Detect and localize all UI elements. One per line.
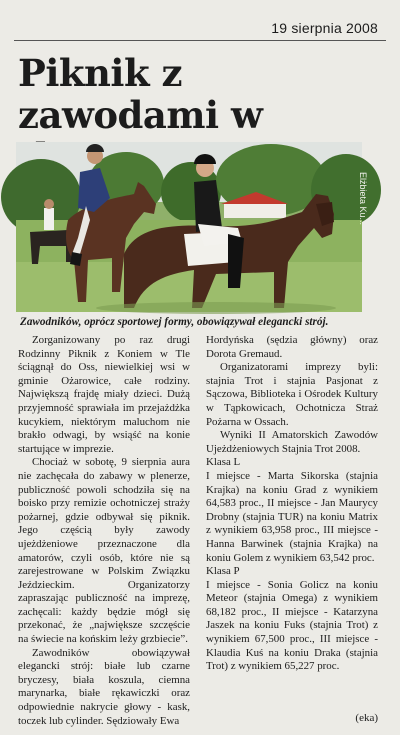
paragraph: Organizatorami imprezy byli: stajnia Trot i stajnia Pasjonat z Sączowa, Biblioteka i Ośrodek Kultury w Tąpkowicach, Ochotnicza Straż Pożarna w Ossach. [206, 361, 378, 428]
paragraph: Wyniki II Amatorskich Zawodów Ujeżdżeniowych Stajnia Trot 2008. [206, 429, 378, 455]
headline: Piknik z zawodami w [18, 51, 263, 137]
article-column-left [18, 334, 190, 728]
photo-caption: Zawodników, oprócz sportowej formy, obowiązywał elegancki strój. [20, 316, 329, 328]
photo-credit: Elżbieta Ku... [358, 172, 368, 226]
article-photo [16, 142, 368, 312]
paragraph: Chociaż w sobotę, 9 sierpnia aura nie zachęcała do zabawy w plenerze, publiczność powoli schodziła się na boisko przy remizie ochotniczej straży pożarnej, gdzie odbywał się piknik. Jego częścią były zawody ujeżdżeniowe przeznaczone dla amatorów, czyli osób, które nie są zarejestrowane w Polskim Związku Jeździeckim. Organizatorzy zapraszając publiczność na imprezę, zachęcali: każdy będzie mógł się przekonać, że „największe szczęście na świecie na końskim leży grzbiecie”. [18, 456, 190, 646]
class-p-heading: Klasa P [206, 565, 240, 578]
author-signature: (eka) [355, 712, 378, 724]
header-rule [14, 40, 386, 41]
class-p-results: I miejsce - Sonia Golicz na koniu Meteor (stajnia Omega) z wynikiem 68,182 proc., II miejsce - Katarzyna Jaszek na koniu Fuks (stajnia Trot) z wynikiem 67,500 proc., III miejsce - Klaudia Kuś na koniu Draka (stajnia Trot) z wynikiem 65,227 proc. [206, 578, 378, 673]
class-l-results: I miejsce - Marta Sikorska (stajnia Krajka) na koniu Grad z wynikiem 64,583 proc., II miejsce - Jan Maurycy Drobny (stajnia TUR) na koniu Matrix z wynikiem 63,958 proc., III miejsce - Hanna Barwinek (stajnia Krajka) na koniu Golem z wynikiem 63,542 proc. [206, 469, 378, 564]
paragraph: Zorganizowany po raz drugi Rodzinny Piknik z Koniem w Tle ściągnął do Oss, niewielkiej wsi w gminie Ożarowice, całe rodziny. Największą frajdę miały dzieci. Dużą przyjemność sprawiała im przejażdżka kucykiem, niektórym maluchom nie brakło odwagi, by wsiąść na konie startujące w imprezie. [18, 334, 190, 455]
publication-date: 19 sierpnia 2008 [271, 20, 378, 36]
class-l-heading: Klasa L [206, 456, 241, 469]
article-column-right [206, 334, 378, 674]
paragraph: Hordyńska (sędzia główny) oraz Dorota Gremaud. [206, 334, 378, 360]
horses-riders-illustration [16, 142, 362, 312]
paragraph: Zawodników obowiązywał elegancki strój: białe lub czarne bryczesy, biała koszula, ciemna marynarka, białe rękawiczki oraz odpowiednie nakrycie głowy - kask, toczek lub cylinder. Sędziowały Ewa [18, 646, 190, 727]
